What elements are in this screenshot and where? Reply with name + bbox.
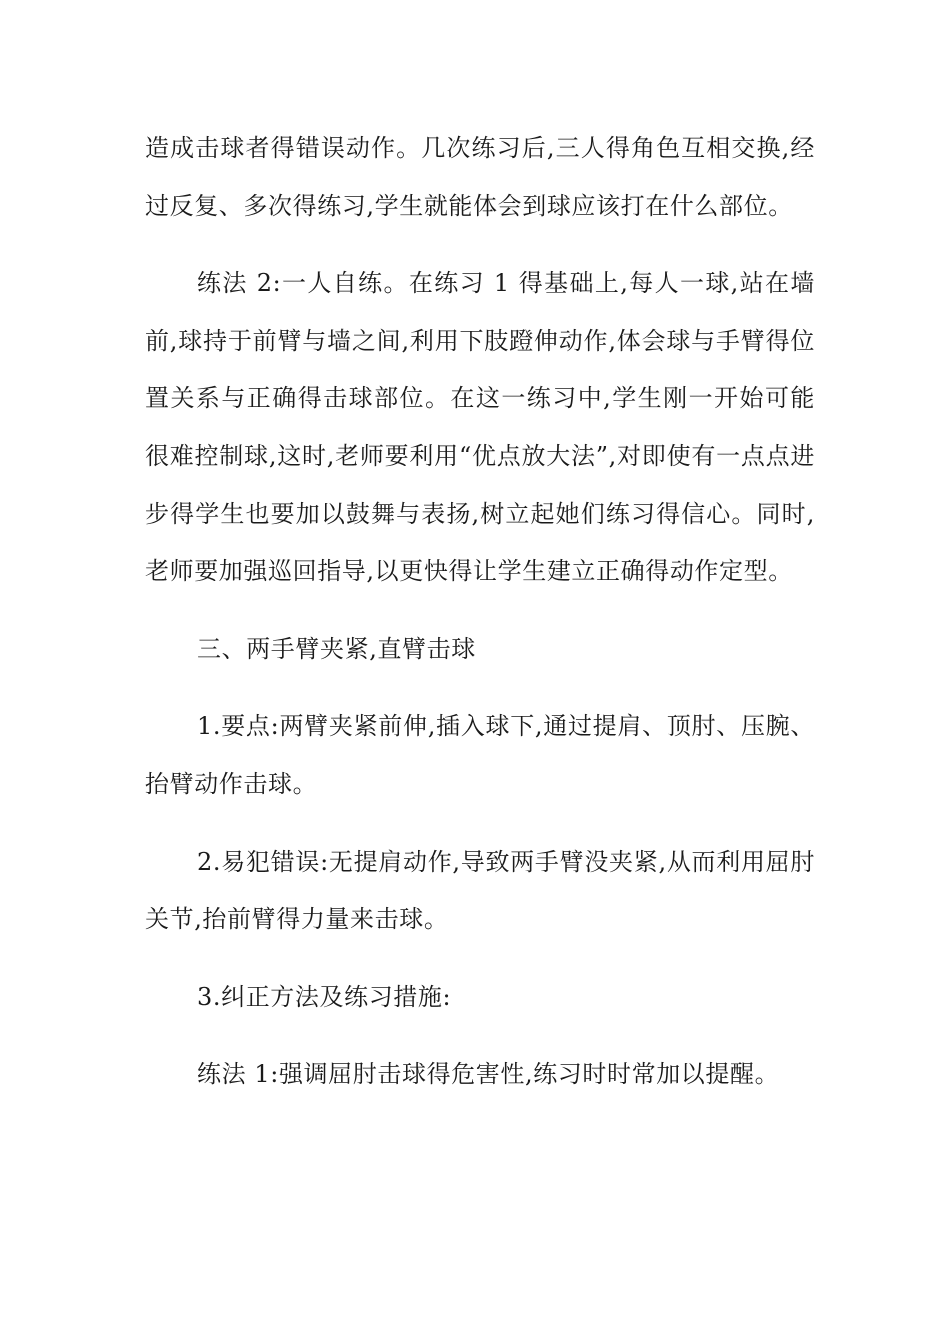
paragraph-common-errors: 2.易犯错误:无提肩动作,导致两手臂没夹紧,从而利用屈肘关节,抬前臂得力量来击球。 [145, 847, 815, 934]
section-heading: 三、两手臂夹紧,直臂击球 [197, 634, 476, 663]
paragraph-practice-2: 练法 2:一人自练。在练习 1 得基础上,每人一球,站在墙前,球持于前臂与墙之间,利用下肢蹬伸动作,体会球与手臂得位置关系与正确得击球部位。在这一练习中,学生刚一开始可能很难控制球,这时,老师要利用“优点放大法”,对即使有一点点进步得学生也要加以鼓舞与表扬,树立起她们练习得信心。同时,老师要加强巡回指导,以更快得让学生建立正确得动作定型。 [145, 269, 815, 586]
paragraph-correction-methods: 3.纠正方法及练习措施: [197, 982, 452, 1011]
document-page [145, 120, 815, 1124]
paragraph-continuation: 造成击球者得错误动作。几次练习后,三人得角色互相交换,经过反复、多次得练习,学生就能体会到球应该打在什么部位。 [145, 134, 815, 220]
paragraph-key-points: 1.要点:两臂夹紧前伸,插入球下,通过提肩、顶肘、压腕、抬臂动作击球。 [145, 712, 815, 798]
paragraph-practice-1: 练法 1:强调屈肘击球得危害性,练习时时常加以提醒。 [197, 1060, 780, 1089]
